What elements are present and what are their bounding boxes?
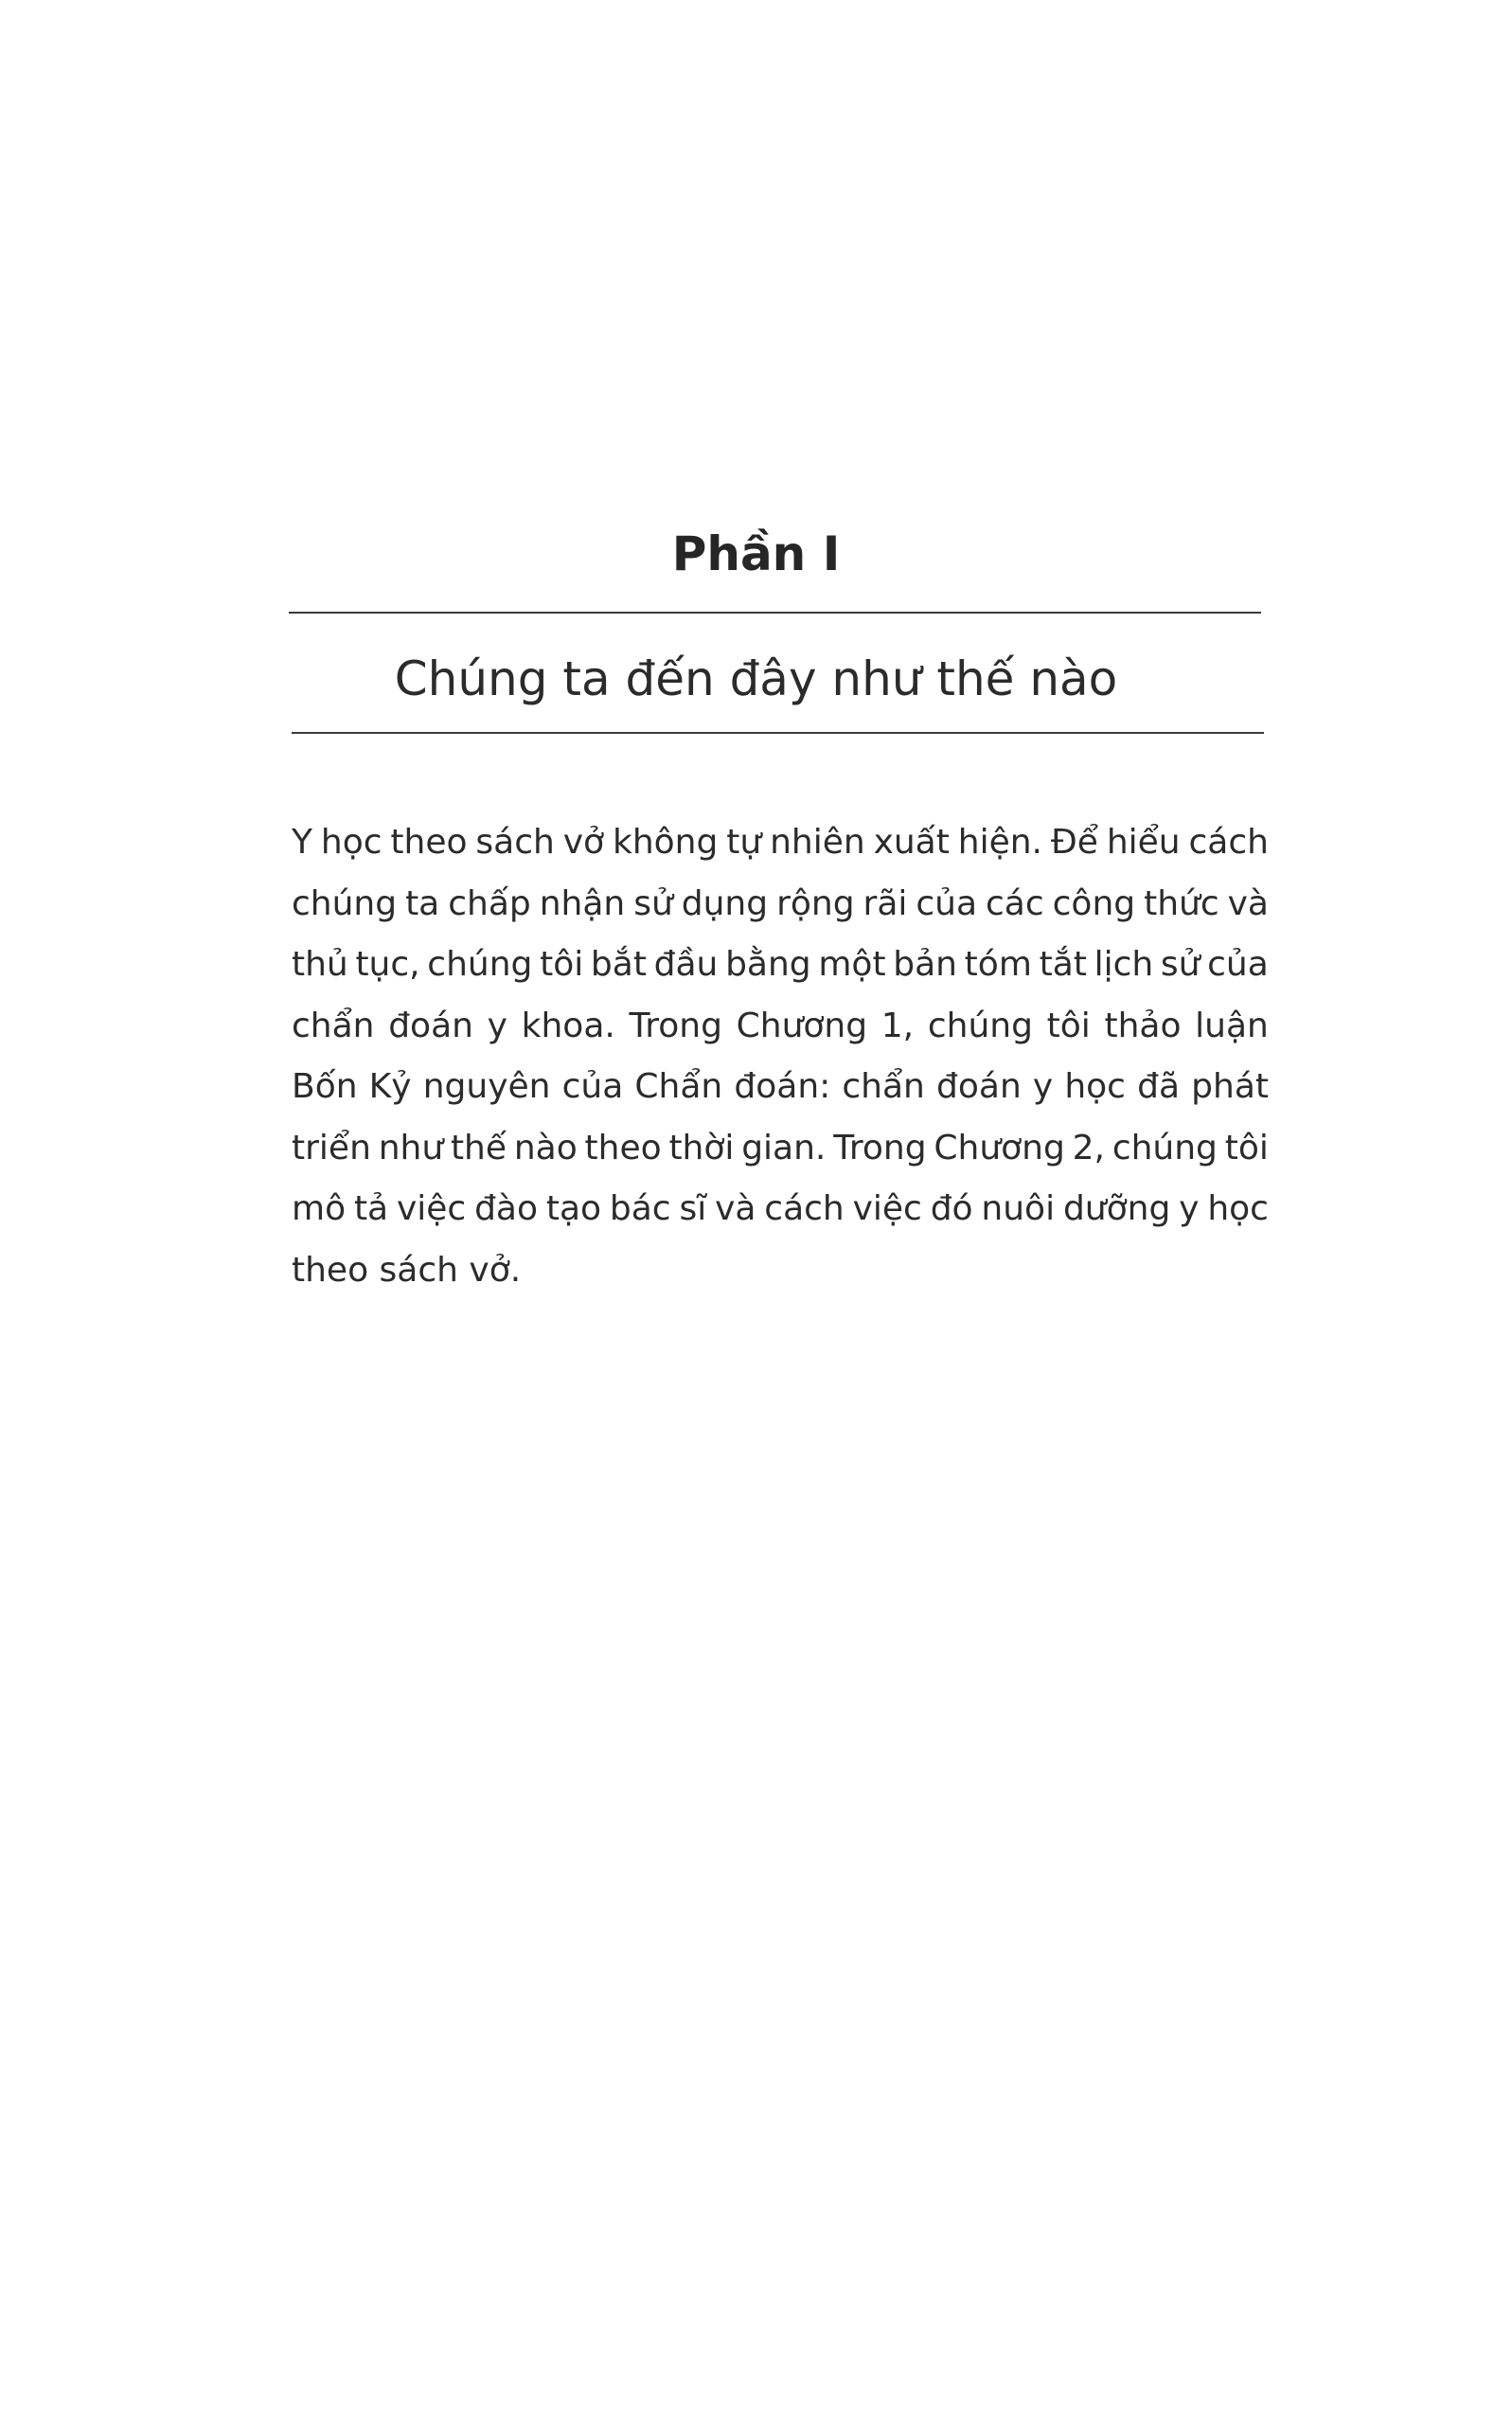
intro-paragraph bbox=[292, 812, 1269, 1301]
bottom-divider bbox=[292, 732, 1264, 734]
paragraph-line: Y học theo sách vở không tự nhiên xuất hiện. Để hiểu cách bbox=[292, 823, 1269, 862]
paragraph-line: thủ tục, chúng tôi bắt đầu bằng một bản tóm tắt lịch sử của bbox=[292, 945, 1269, 984]
paragraph-line: theo sách vở. bbox=[292, 1250, 522, 1290]
paragraph-line: chúng ta chấp nhận sử dụng rộng rãi của các công thức và bbox=[292, 883, 1269, 923]
top-divider bbox=[289, 612, 1261, 614]
part-title: Chúng ta đến đây như thế nào bbox=[394, 651, 1118, 706]
part-number-heading: Phần I bbox=[671, 526, 841, 581]
paragraph-line: Bốn Kỷ nguyên của Chẩn đoán: chẩn đoán y học đã phát bbox=[292, 1067, 1269, 1106]
paragraph-line: mô tả việc đào tạo bác sĩ và cách việc đó nuôi dưỡng y học bbox=[292, 1189, 1269, 1228]
paragraph-line: triển như thế nào theo thời gian. Trong Chương 2, chúng tôi bbox=[292, 1128, 1269, 1167]
paragraph-line: chẩn đoán y khoa. Trong Chương 1, chúng tôi thảo luận bbox=[292, 1006, 1269, 1045]
